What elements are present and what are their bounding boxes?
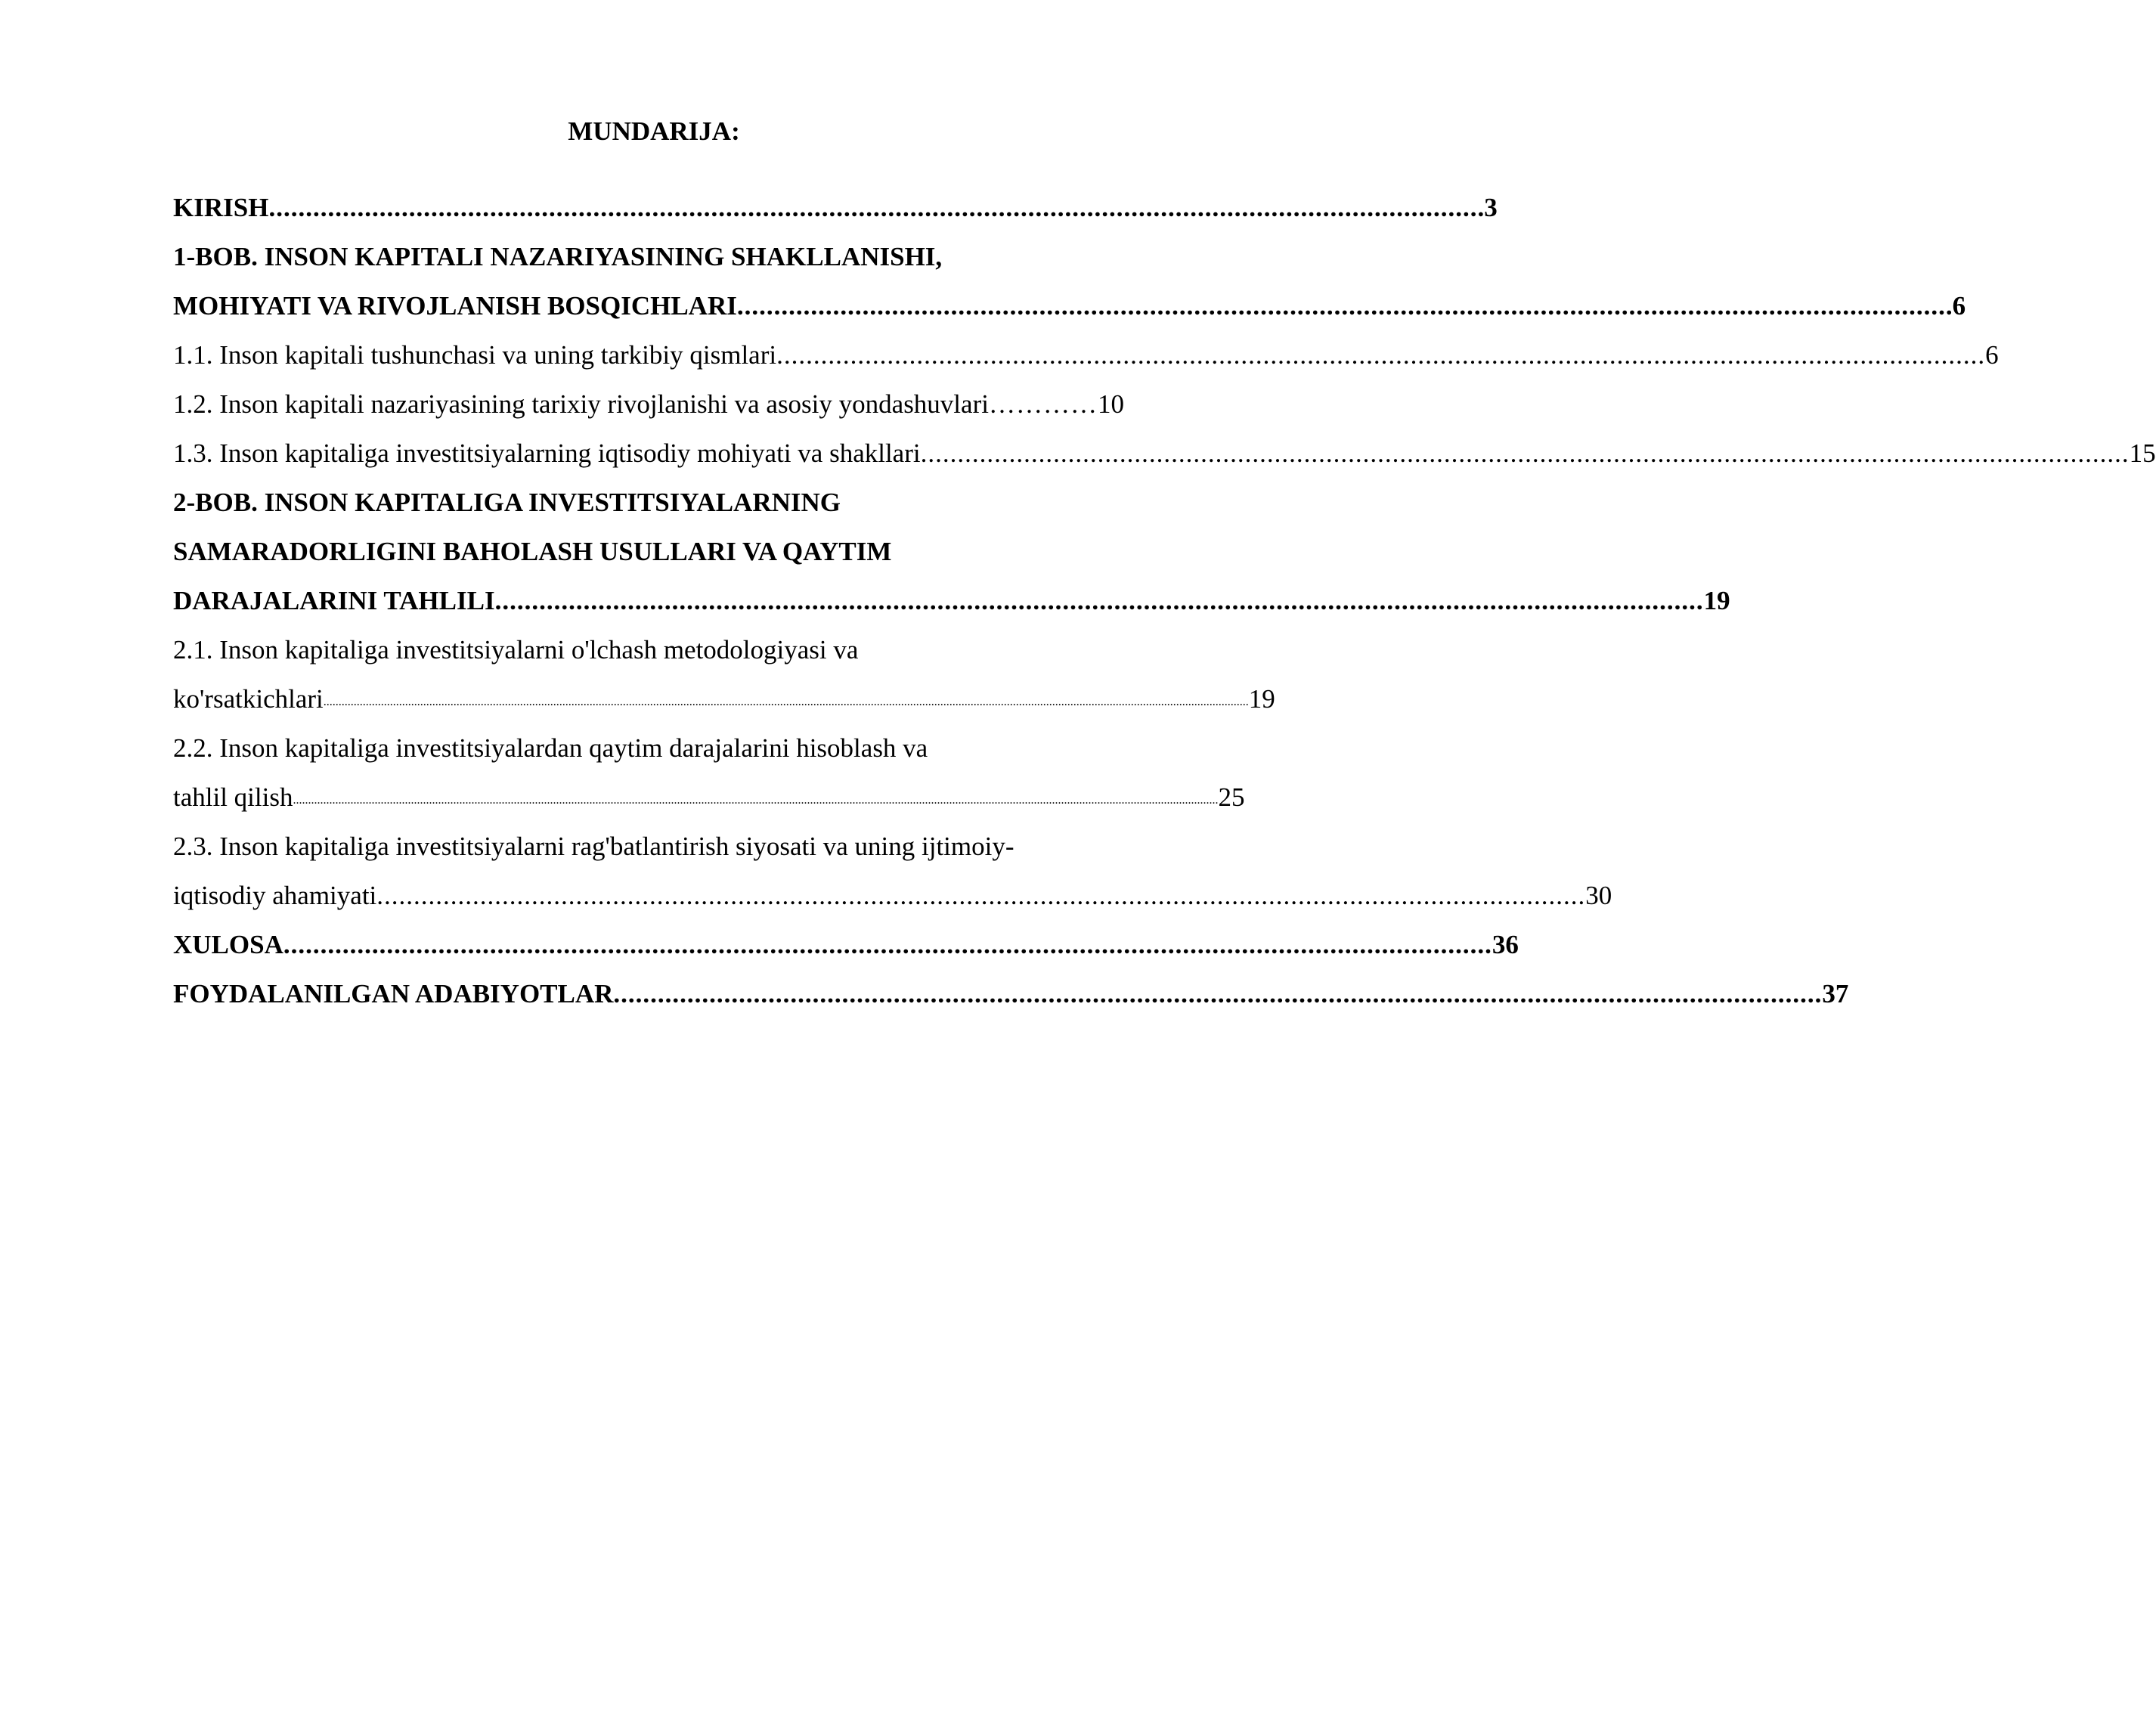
toc-dot-leader: .................................................................................................................................................................... [776,340,1986,370]
toc-entry-title: 2.2. Inson kapitaliga investitsiyalardan qaytim darajalarini hisoblash va [173,733,928,763]
toc-dot-leader: .................................................................................................................................................................... [920,438,2130,468]
toc-entry-title: XULOSA [173,930,283,959]
toc-entry-title: 1.2. Inson kapitali nazariyasining tarixiy rivojlanishi va asosiy yondashuvlari [173,389,989,419]
toc-entry-section-2-2-line-1 [173,720,1113,769]
toc-entry-title: tahlil qilish [173,782,293,812]
toc-entry-title: 2.1. Inson kapitaliga investitsiyalarni o'lchash metodologiyasi va [173,635,859,664]
toc-page-number: 37 [1822,979,1849,1008]
toc-page-number: 36 [1492,930,1519,959]
toc-entry-title: MOHIYATI VA RIVOJLANISH BOSQICHLARI [173,291,737,321]
toc-entry-section-1-2 [173,376,1124,425]
toc-entry-title: DARAJALARINI TAHLILI [173,586,495,615]
toc-page-number: 19 [1703,586,1730,615]
page-title: MUNDARIJA: [568,116,740,146]
toc-page-number: 6 [1985,340,1999,370]
toc-entry-references [173,965,1849,1015]
toc-entry-section-1-3 [173,425,2156,474]
toc-entry-section-2-3-line-2 [173,867,1612,916]
toc-entry-section-2-1-line-2 [173,671,1275,720]
toc-entry-title: 1.3. Inson kapitaliga investitsiyalarning iqtisodiy mohiyati va shakllari [173,438,921,468]
toc-entry-title: ko'rsatkichlari [173,684,324,714]
toc-page-number: .3 [1477,193,1498,222]
toc-entry-title: 2-BOB. INSON KAPITALIGA INVESTITSIYALARNING [173,488,841,517]
toc-entry-section-2-1-line-1 [173,621,1113,671]
toc-page-number: 30 [1585,881,1612,910]
toc-entry-section-2-2-line-2 [173,769,1245,818]
toc-dot-leader: .................................................................................................................................................................... [376,881,1586,910]
toc-dot-leader: .................................................................................................................................................................... [736,291,1946,321]
table-of-contents [173,179,2156,1015]
toc-entry-title: 1-BOB. INSON KAPITALI NAZARIYASINING SHAKLLANISHI, [173,242,943,271]
toc-page-number: 10 [1097,389,1124,419]
toc-dot-leader: .................................................................................................................................................................... [494,586,1704,615]
toc-entry-title: KIRISH [173,193,269,222]
toc-dot-leader: .................................................................................................................................................................................................................................................................................................................. [293,794,1219,807]
toc-entry-title: SAMARADORLIGINI BAHOLASH USULLARI VA QAYTIM [173,537,892,566]
toc-page-number: 15 [2129,438,2156,468]
toc-entry-kirish [173,179,1498,228]
toc-page-number: .6 [1945,291,1966,321]
toc-page-number: 25 [1218,782,1245,812]
toc-entry-section-1-1 [173,327,1999,376]
toc-dot-leader: .................................................................................................................................................................................................................................................................................................................. [323,695,1249,708]
toc-page-number: 19 [1248,684,1275,714]
toc-dot-leader: ………… [988,389,1098,419]
toc-entry-chapter-2-line-1 [173,474,1113,523]
toc-entry-section-2-3-line-1 [173,818,1113,867]
toc-dot-leader: .................................................................................................................................................................... [268,193,1478,222]
toc-entry-title: 1.1. Inson kapitali tushunchasi va uning tarkibiy qismlari [173,340,777,370]
toc-entry-chapter-2-line-3 [173,572,1730,621]
toc-entry-xulosa [173,916,1519,965]
toc-dot-leader: .................................................................................................................................................................... [283,930,1492,959]
toc-entry-chapter-1-line-1 [173,228,1113,277]
toc-entry-chapter-1-line-2 [173,277,1966,327]
toc-dot-leader: .................................................................................................................................................................... [613,979,1823,1008]
toc-entry-chapter-2-line-2 [173,523,1113,572]
toc-entry-title: FOYDALANILGAN ADABIYOTLAR [173,979,614,1008]
toc-entry-title: iqtisodiy ahamiyati [173,881,377,910]
toc-entry-title: 2.3. Inson kapitaliga investitsiyalarni rag'batlantirish siyosati va uning ijtimoiy- [173,832,1014,861]
